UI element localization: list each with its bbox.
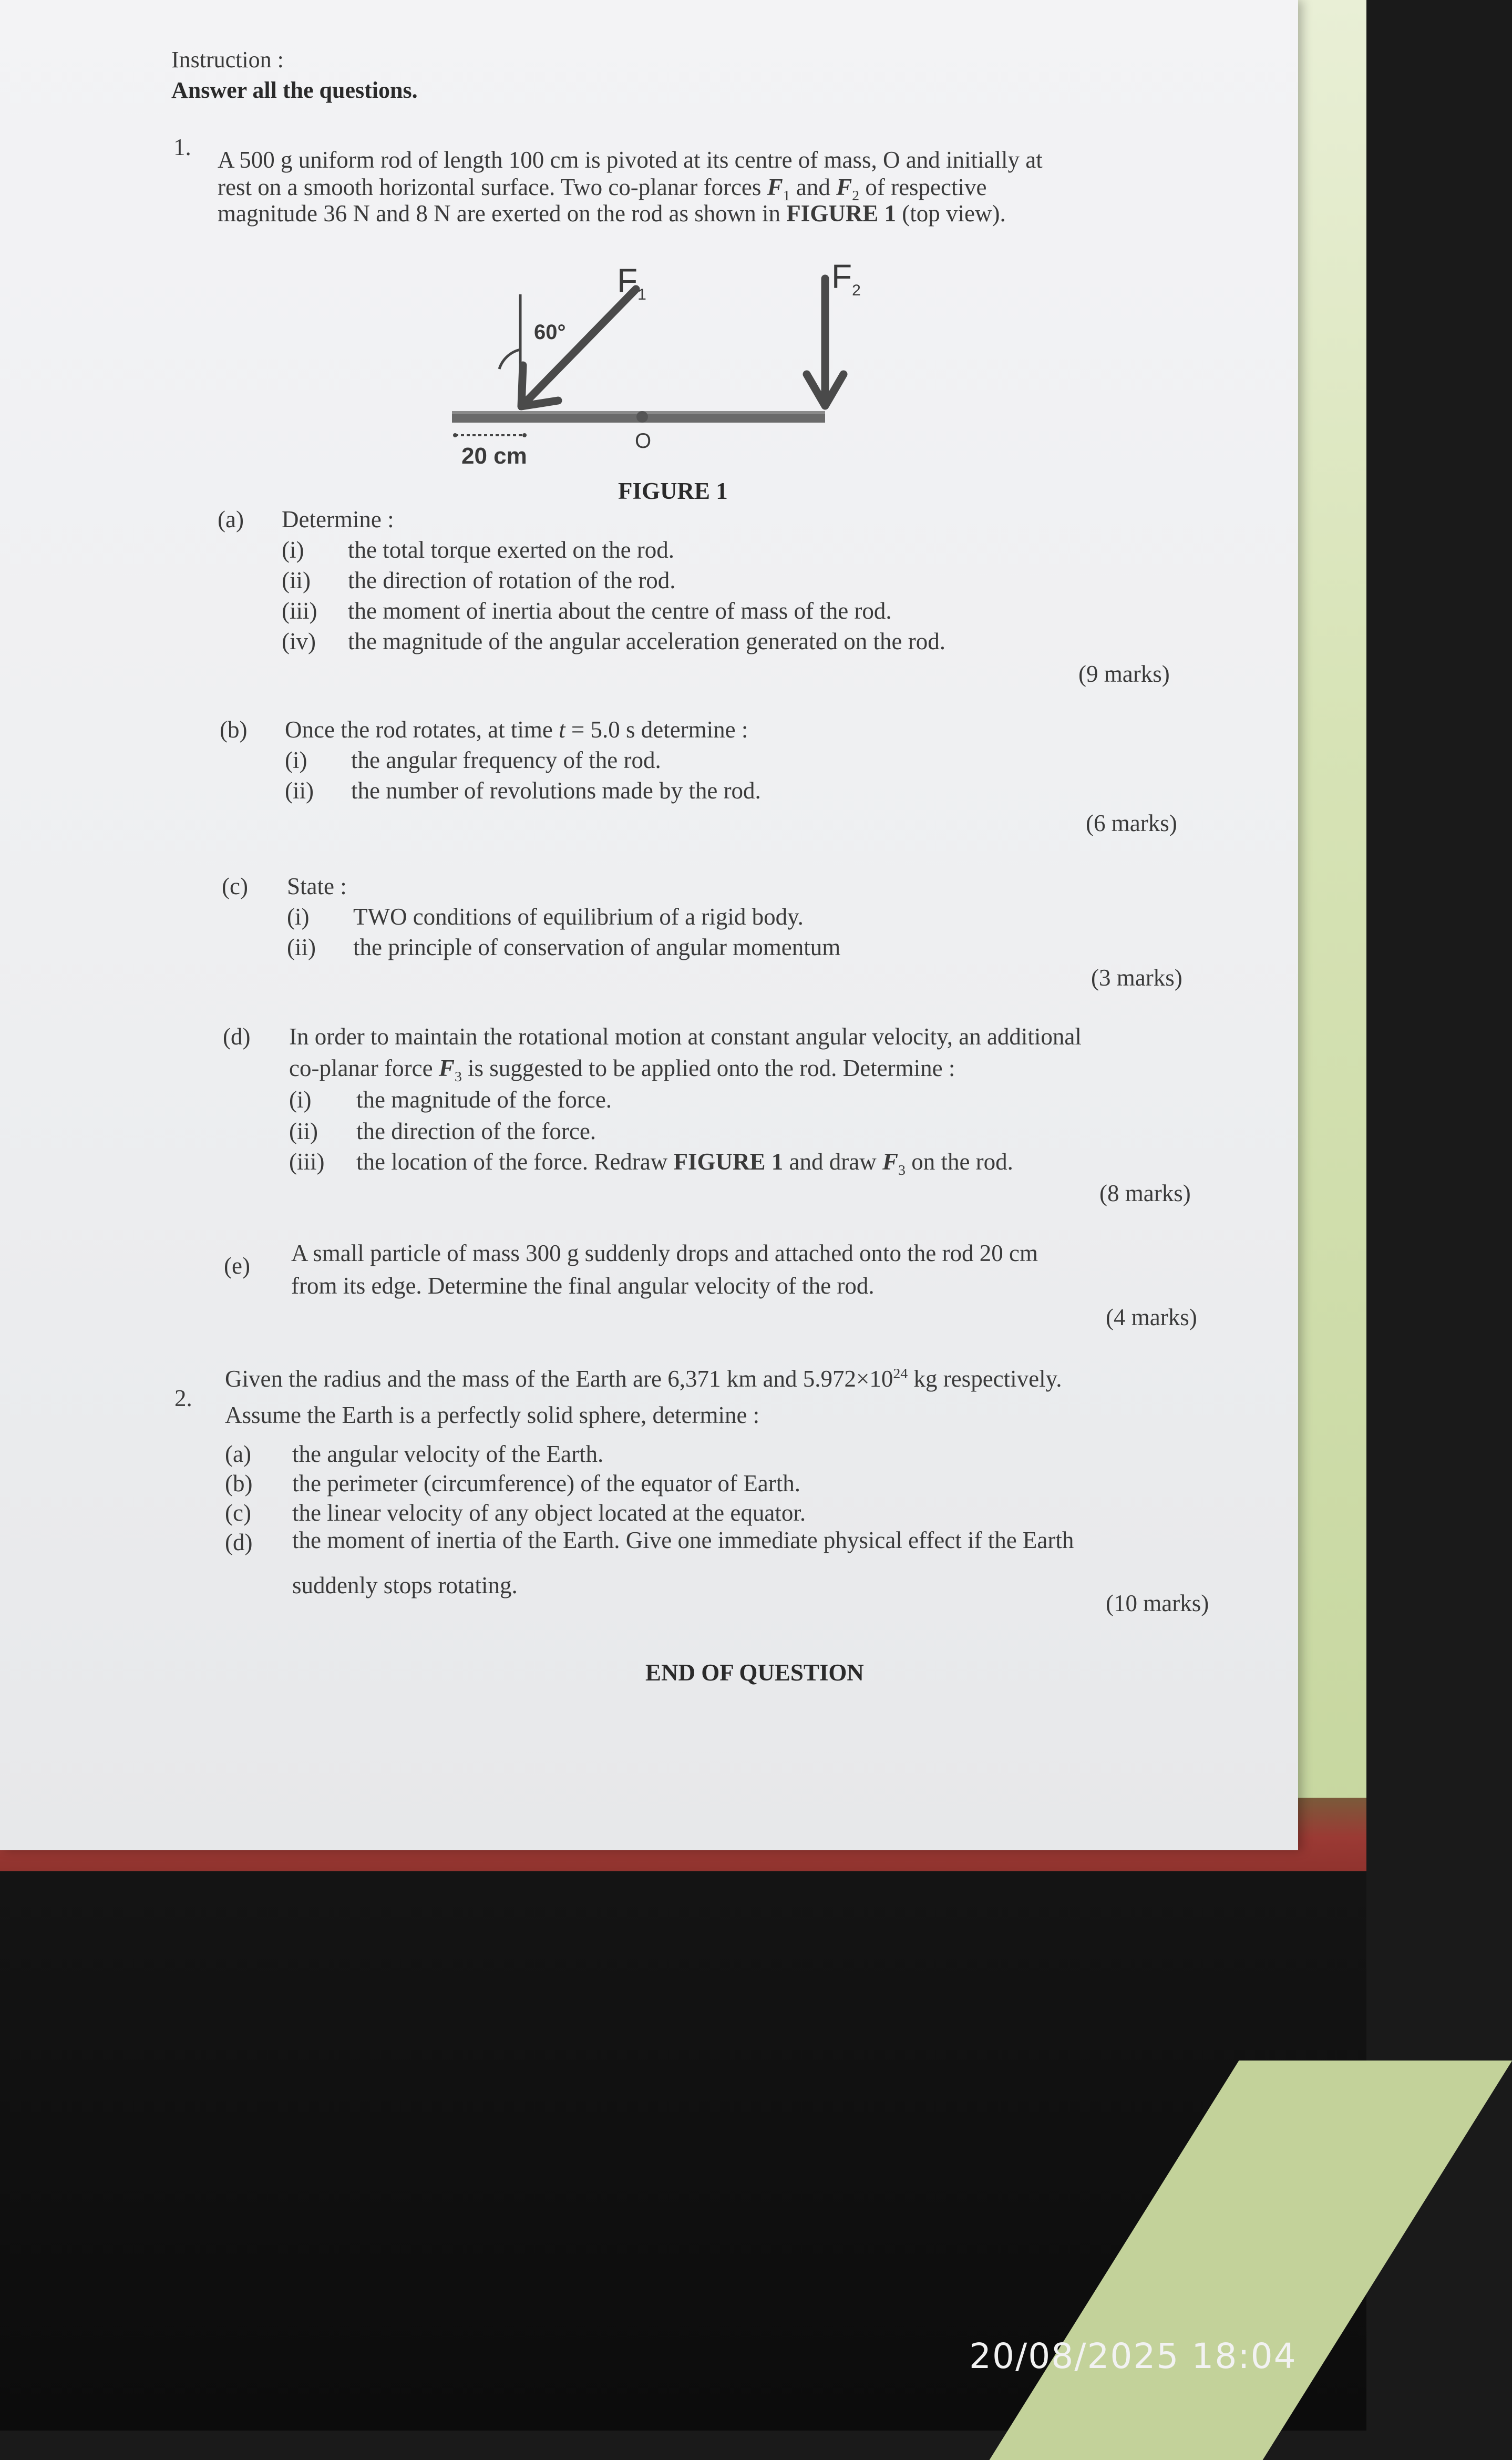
q1b-item-num: (ii)	[285, 777, 314, 804]
q2-item-text: the angular velocity of the Earth.	[292, 1441, 604, 1467]
q2-item-num: (b)	[225, 1470, 253, 1496]
q2-item-text: the perimeter (circumference) of the equator of Earth.	[292, 1470, 800, 1496]
q2-item-num: (c)	[225, 1500, 251, 1526]
q2-item-d-continued: suddenly stops rotating.	[292, 1572, 518, 1598]
f1-label: $F_1$	[617, 262, 646, 303]
q1d-marks: (8 marks)	[1099, 1180, 1191, 1206]
q1a-item-num: (ii)	[282, 567, 311, 593]
q1d-item-text: the magnitude of the force.	[356, 1086, 612, 1113]
q1c-item-text: TWO conditions of equilibrium of a rigid body.	[353, 904, 804, 930]
distance-left-tick	[453, 433, 457, 437]
q1c-item-num: (ii)	[287, 934, 316, 960]
q1d-label: (d)	[223, 1023, 251, 1050]
f1-arrow-shaft	[528, 289, 636, 399]
question-2-number: 2.	[174, 1385, 192, 1411]
q1a-item-text: the total torque exerted on the rod.	[348, 537, 675, 563]
q1d-item-num: (iii)	[289, 1149, 325, 1175]
q2-item-num: (d)	[225, 1529, 253, 1555]
figure-1-caption: FIGURE 1	[618, 478, 728, 504]
q1d-item-num: (i)	[289, 1086, 312, 1113]
q1e-line-2: from its edge. Determine the final angular velocity of the rod.	[291, 1273, 875, 1299]
q2-line-2: Assume the Earth is a perfectly solid sphere, determine :	[225, 1402, 760, 1428]
q1c-stem: State :	[287, 873, 347, 899]
q1e-marks: (4 marks)	[1106, 1304, 1197, 1330]
q1a-stem: Determine :	[282, 506, 394, 532]
q1a-item-text: the magnitude of the angular acceleration generated on the rod.	[348, 628, 945, 654]
q1a-label: (a)	[218, 506, 244, 532]
figure-1-diagram	[436, 258, 861, 489]
q1a-item-num: (iv)	[282, 628, 316, 654]
q1c-item-num: (i)	[287, 904, 310, 930]
q1e-label: (e)	[224, 1253, 250, 1279]
q1a-marks: (9 marks)	[1078, 661, 1170, 687]
f2-label: $F_2$	[831, 258, 861, 299]
q1a-item-text: the direction of rotation of the rod.	[348, 567, 676, 593]
q1c-label: (c)	[222, 873, 248, 899]
photo-timestamp: 20/08/2025 18:04	[969, 2336, 1297, 2376]
angle-label: 60°	[534, 321, 566, 344]
end-of-question: END OF QUESTION	[645, 1659, 864, 1686]
q1c-item-text: the principle of conservation of angular momentum	[353, 934, 841, 960]
q2-line-1: Given the radius and the mass of the Earth are 6,371 km and $5.972\times 10^{24}$ kg respectively.	[225, 1366, 1062, 1392]
q2-marks: (10 marks)	[1106, 1590, 1209, 1616]
instruction-label: Instruction :	[171, 47, 284, 73]
pivot-point	[636, 411, 648, 423]
q1a-item-num: (iii)	[282, 598, 317, 624]
q1-intro-line-2: rest on a smooth horizontal surface. Two co-planar forces $F_1$ and $F_2$ of respective	[218, 174, 987, 204]
q1d-line-2: co-planar force $F_3$ is suggested to be applied onto the rod. Determine :	[289, 1055, 955, 1085]
q1d-item-num: (ii)	[289, 1118, 318, 1144]
q1b-marks: (6 marks)	[1086, 810, 1177, 836]
q1b-stem: Once the rod rotates, at time t = 5.0 s determine :	[285, 716, 748, 743]
q1c-marks: (3 marks)	[1091, 965, 1182, 991]
figure-1	[436, 258, 861, 489]
q1d-line-1: In order to maintain the rotational motion at constant angular velocity, an additional	[289, 1023, 1082, 1050]
q1b-item-text: the angular frequency of the rod.	[351, 747, 661, 773]
q1d-item-3-text: the location of the force. Redraw FIGURE 1 and draw $F_3$ on the rod.	[356, 1149, 1013, 1178]
q1e-line-1: A small particle of mass 300 g suddenly drops and attached onto the rod 20 cm	[291, 1240, 1038, 1266]
q1-intro-line-1: A 500 g uniform rod of length 100 cm is pivoted at its centre of mass, O and initially at	[218, 147, 1043, 173]
answer-all-heading: Answer all the questions.	[171, 77, 418, 103]
angle-arc	[499, 350, 520, 369]
q1-intro-line-3: magnitude 36 N and 8 N are exerted on the rod as shown in FIGURE 1 (top view).	[218, 200, 1006, 227]
q1a-item-text: the moment of inertia about the centre of mass of the rod.	[348, 598, 892, 624]
q1b-label: (b)	[220, 716, 248, 743]
q2-item-num: (a)	[225, 1441, 251, 1467]
q1d-item-text: the direction of the force.	[356, 1118, 596, 1144]
distance-right-tick	[522, 433, 527, 437]
q1a-item-num: (i)	[282, 537, 304, 563]
q1b-item-num: (i)	[285, 747, 307, 773]
q2-item-text: the linear velocity of any object located at the equator.	[292, 1500, 806, 1526]
q2-item-text: the moment of inertia of the Earth. Give one immediate physical effect if the Earth	[292, 1527, 1074, 1553]
question-1-number: 1.	[173, 134, 191, 160]
q1b-item-text: the number of revolutions made by the rod.	[351, 777, 761, 804]
pivot-label: O	[635, 429, 652, 453]
distance-label: 20 cm	[461, 443, 527, 469]
